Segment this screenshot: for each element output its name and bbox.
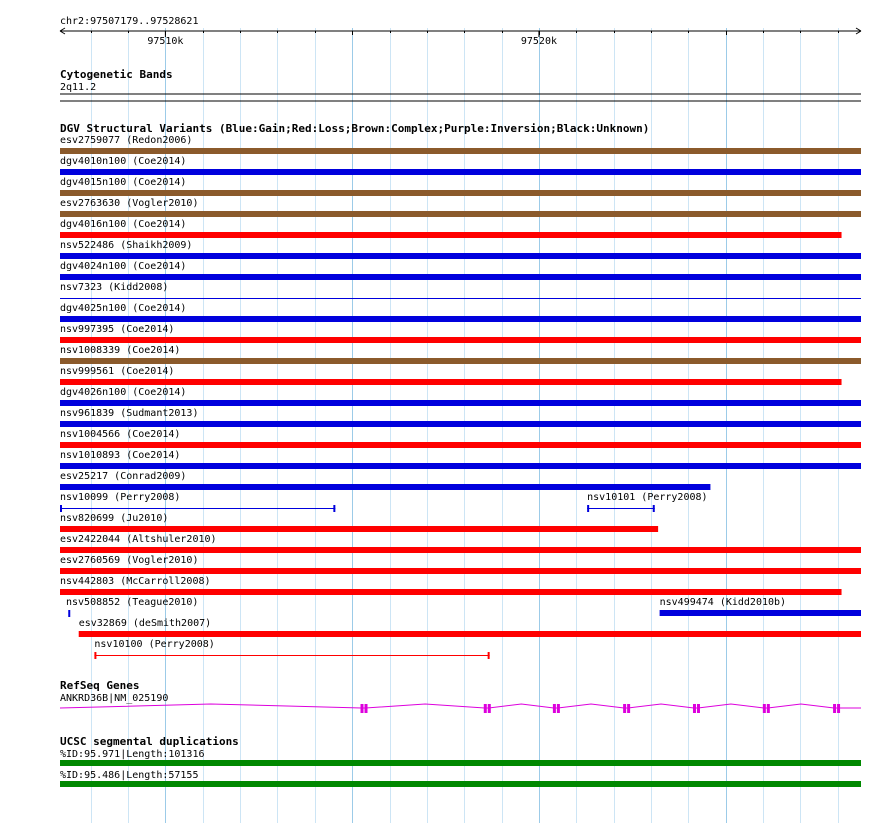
refseq-exon — [365, 704, 368, 713]
dgv-feature-bar[interactable] — [60, 358, 861, 364]
dgv-feature-start-cap — [94, 652, 96, 659]
refseq-exon — [484, 704, 487, 713]
dgv-feature-bar[interactable] — [587, 508, 655, 509]
dgv-feature-bar[interactable] — [60, 547, 861, 553]
dgv-feature-bar[interactable] — [94, 655, 489, 656]
dgv-feature-label: nsv522486 (Shaikh2009) — [60, 240, 193, 251]
dgv-feature-label: dgv4026n100 (Coe2014) — [60, 387, 187, 398]
dgv-feature-label: nsv820699 (Ju2010) — [60, 513, 169, 524]
dgv-feature-bar[interactable] — [60, 442, 861, 448]
dgv-feature-label: nsv10100 (Perry2008) — [94, 639, 215, 650]
ruler-range-label: chr2:97507179..97528621 — [60, 16, 199, 27]
dgv-feature-bar[interactable] — [60, 298, 861, 299]
dgv-track — [60, 122, 861, 659]
refseq-exon — [837, 704, 840, 713]
cytoband-track — [60, 68, 861, 101]
dgv-feature-end-cap — [333, 505, 335, 512]
dgv-feature-bar[interactable] — [60, 232, 842, 238]
refseq-gene-label: ANKRD36B|NM_025190 — [60, 693, 169, 704]
dgv-feature-label: nsv7323 (Kidd2008) — [60, 282, 169, 293]
dgv-feature-label: nsv10101 (Perry2008) — [587, 492, 708, 503]
dgv-feature-bar[interactable] — [68, 610, 70, 617]
dgv-feature-label: nsv961839 (Sudmant2013) — [60, 408, 199, 419]
ruler-tick-label: 97510k — [147, 36, 184, 47]
segdup-feature-label: %ID:95.971|Length:101316 — [60, 749, 205, 760]
dgv-feature-label: nsv1008339 (Coe2014) — [60, 345, 181, 356]
dgv-feature-bar[interactable] — [60, 463, 861, 469]
refseq-exon — [697, 704, 700, 713]
dgv-feature-bar[interactable] — [60, 274, 861, 280]
dgv-feature-bar[interactable] — [60, 148, 861, 154]
refseq-exon — [557, 704, 560, 713]
refseq-exon — [833, 704, 836, 713]
dgv-feature-start-cap — [587, 505, 589, 512]
cytoband-band-label: 2q11.2 — [60, 82, 97, 93]
ruler-track — [60, 16, 861, 47]
segdup-feature-label: %ID:95.486|Length:57155 — [60, 770, 199, 781]
dgv-feature-bar[interactable] — [60, 190, 861, 196]
dgv-feature-label: esv2760569 (Vogler2010) — [60, 555, 199, 566]
dgv-feature-label: nsv10099 (Perry2008) — [60, 492, 181, 503]
dgv-feature-label: dgv4025n100 (Coe2014) — [60, 303, 187, 314]
dgv-feature-bar[interactable] — [60, 211, 861, 217]
dgv-feature-bar[interactable] — [60, 568, 861, 574]
refseq-track-title: RefSeq Genes — [60, 679, 140, 692]
dgv-feature-label: esv2422044 (Altshuler2010) — [60, 534, 217, 545]
dgv-feature-label: nsv997395 (Coe2014) — [60, 324, 175, 335]
dgv-feature-start-cap — [60, 505, 62, 512]
segdup-track — [60, 735, 861, 787]
dgv-feature-label: esv2763630 (Vogler2010) — [60, 198, 199, 209]
dgv-feature-label: nsv508852 (Teague2010) — [66, 597, 199, 608]
dgv-feature-bar[interactable] — [60, 379, 842, 385]
refseq-exon — [627, 704, 630, 713]
dgv-feature-bar[interactable] — [60, 526, 658, 532]
dgv-feature-label: nsv442803 (McCarroll2008) — [60, 576, 211, 587]
dgv-features — [60, 135, 861, 659]
dgv-feature-bar[interactable] — [60, 508, 335, 509]
dgv-feature-label: esv32869 (deSmith2007) — [78, 618, 212, 629]
dgv-feature-end-cap — [488, 652, 490, 659]
refseq-exon — [553, 704, 556, 713]
dgv-feature-bar[interactable] — [60, 400, 861, 406]
dgv-feature-label: esv25217 (Conrad2009) — [60, 471, 187, 482]
refseq-exon — [361, 704, 364, 713]
cytoband-track-title: Cytogenetic Bands — [60, 68, 173, 81]
dgv-feature-bar[interactable] — [660, 610, 861, 616]
dgv-feature-end-cap — [653, 505, 655, 512]
dgv-feature-label: nsv1010893 (Coe2014) — [60, 450, 181, 461]
dgv-feature-bar[interactable] — [60, 484, 710, 490]
refseq-exon — [767, 704, 770, 713]
refseq-intron-line — [60, 704, 861, 708]
dgv-track-title: DGV Structural Variants (Blue:Gain;Red:Loss;Brown:Complex;Purple:Inversion;Black:Unknown) — [60, 122, 650, 135]
dgv-feature-bar[interactable] — [60, 169, 861, 175]
dgv-feature-bar[interactable] — [60, 316, 861, 322]
dgv-feature-label: nsv1004566 (Coe2014) — [60, 429, 181, 440]
dgv-feature-label: dgv4024n100 (Coe2014) — [60, 261, 187, 272]
refseq-gene-model[interactable] — [60, 704, 861, 713]
dgv-feature-label: dgv4010n100 (Coe2014) — [60, 156, 187, 167]
refseq-exon — [623, 704, 626, 713]
dgv-feature-label: dgv4015n100 (Coe2014) — [60, 177, 187, 188]
ruler-tick-label: 97520k — [520, 36, 558, 47]
dgv-feature-label: dgv4016n100 (Coe2014) — [60, 219, 187, 230]
refseq-exon — [488, 704, 491, 713]
refseq-track — [60, 679, 861, 713]
dgv-feature-label: nsv499474 (Kidd2010b) — [659, 597, 787, 608]
dgv-feature-bar[interactable] — [60, 253, 861, 259]
refseq-exon — [693, 704, 696, 713]
dgv-feature-bar[interactable] — [60, 337, 861, 343]
refseq-exon — [763, 704, 766, 713]
segdup-feature-bar[interactable] — [60, 781, 861, 787]
dgv-feature-label: esv2759077 (Redon2006) — [60, 135, 193, 146]
dgv-feature-label: nsv999561 (Coe2014) — [60, 366, 175, 377]
dgv-feature-bar[interactable] — [60, 589, 842, 595]
segdup-track-title: UCSC segmental duplications — [60, 735, 239, 748]
segdup-features — [60, 749, 861, 787]
dgv-feature-bar[interactable] — [79, 631, 861, 637]
segdup-feature-bar[interactable] — [60, 760, 861, 766]
dgv-feature-bar[interactable] — [60, 421, 861, 427]
